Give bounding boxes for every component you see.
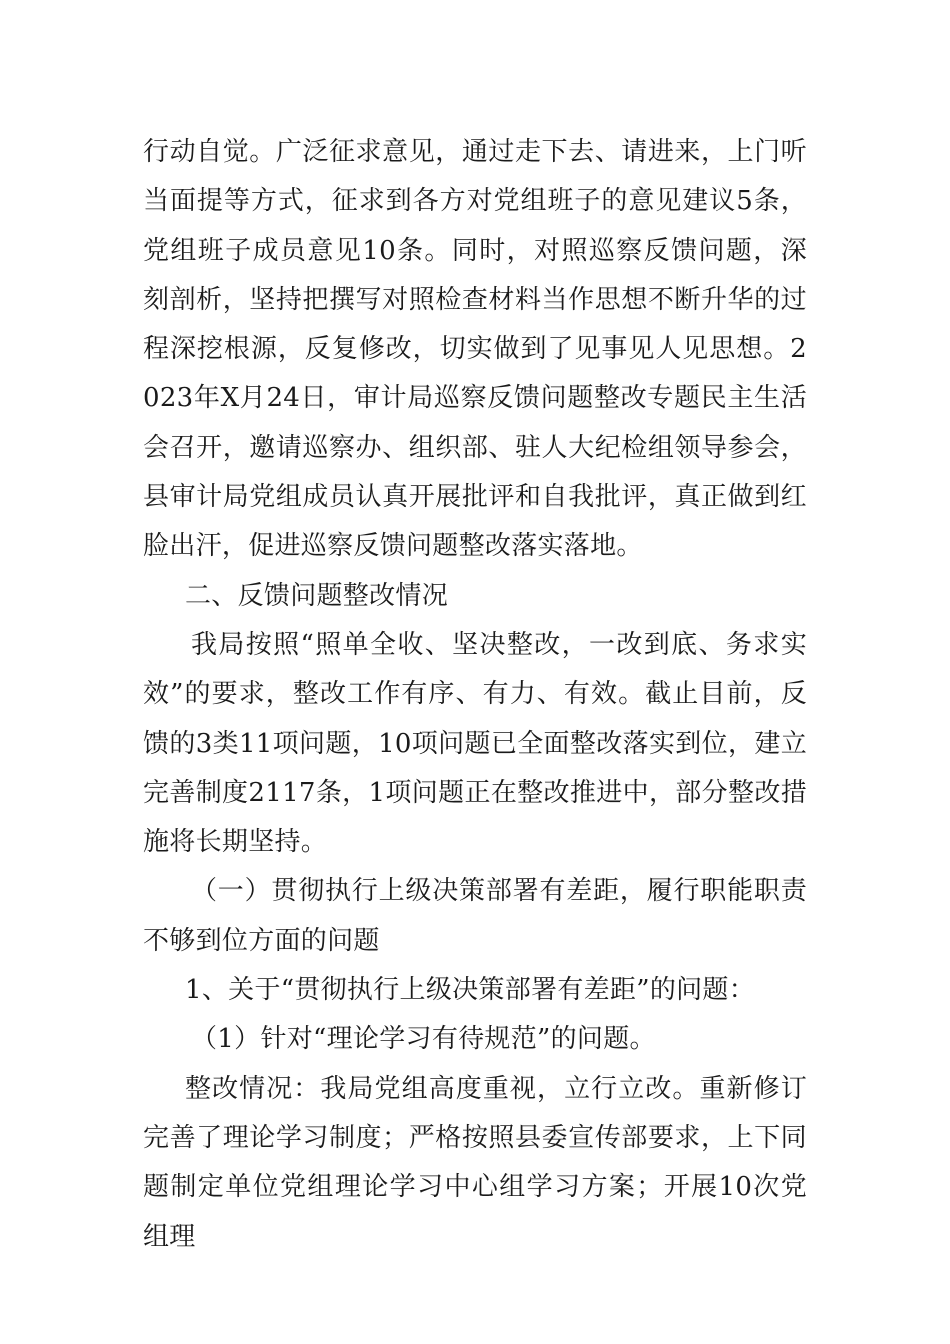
item-heading-1: 1、关于“贯彻执行上级决策部署有差距”的问题： [185,975,756,1006]
paragraph-continuation: 行动自觉。广泛征求意见，通过走下去、请进来，上门听当面提等方式，征求到各方对党组班子的意见建议5条，党组班子成员意见10条。同时，对照巡察反馈问题，深刻剖析，坚持把撰写对照检查材料当作思想不断升华的过程深挖根源，反复修改，切实做到了见事见人见思想。2023年X月24日，审计局巡察反馈问题整改专题民主生活会召开，邀请巡察办、组织部、驻人大纪检组领导参会，县审计局党组成员认真开展批评和自我批评，真正做到红脸出汗，促进巡察反馈问题整改落实落地。 [143,137,807,562]
paragraph-progress-summary: 我局按照“照单全收、坚决整改，一改到底、务求实效”的要求，整改工作有序、有力、有效。截止目前，反馈的3类11项问题，10项问题已全面整改落实到位，建立完善制度2117条，1项问题正在整改推进中，部分整改措施将长期坚持。 [143,629,807,858]
section-heading-2: 二、反馈问题整改情况 [185,580,449,611]
document-body [143,128,807,1262]
paragraph-rectification: 整改情况：我局党组高度重视，立行立改。重新修订完善了理论学习制度；严格按照县委宣传部要求，上下同题制定单位党组理论学习中心组学习方案；开展10次党组理 [143,1073,807,1252]
subsection-heading-1: （一）贯彻执行上级决策部署有差距，履行职能职责不够到位方面的问题 [143,876,807,956]
sub-item-heading-1: （1）针对“理论学习有待规范”的问题。 [191,1024,656,1055]
